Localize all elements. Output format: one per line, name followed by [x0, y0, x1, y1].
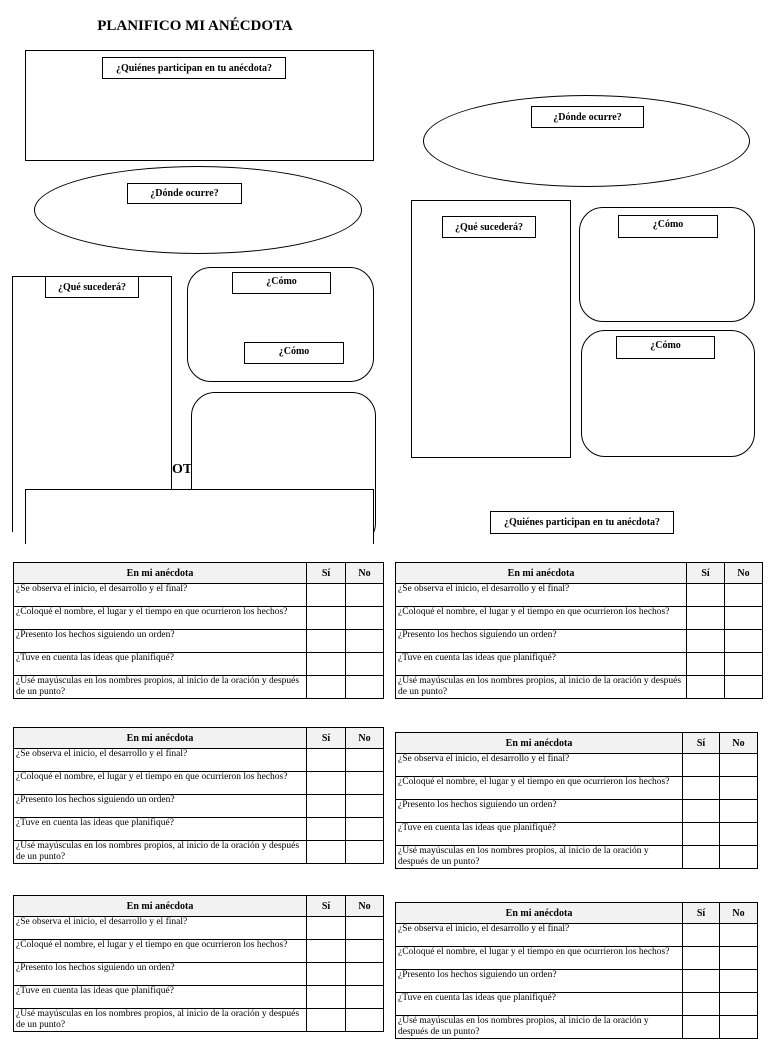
question-cell: ¿Presento los hechos siguiendo un orden? [14, 795, 307, 818]
question-cell: ¿Se observa el inicio, el desarrollo y el final? [396, 754, 683, 777]
no-cell[interactable] [346, 963, 384, 986]
yes-cell[interactable] [307, 1009, 346, 1032]
question-cell: ¿Se observa el inicio, el desarrollo y el final? [14, 917, 307, 940]
question-cell: ¿Coloqué el nombre, el lugar y el tiempo en que ocurrieron los hechos? [14, 940, 307, 963]
yes-cell[interactable] [307, 986, 346, 1009]
col-header-yes: Sí [683, 733, 720, 754]
col-header-yes: Sí [687, 563, 725, 584]
table-row [14, 584, 384, 607]
table-row [14, 653, 384, 676]
col-header-item: En mi anécdota [14, 896, 307, 917]
question-cell: ¿Usé mayúsculas en los nombres propios, al inicio de la oración y después de un punto? [396, 676, 687, 699]
question-cell: ¿Presento los hechos siguiendo un orden? [396, 800, 683, 823]
no-cell[interactable] [720, 800, 758, 823]
where-ellipse [34, 166, 362, 254]
question-cell: ¿Coloqué el nombre, el lugar y el tiempo en que ocurrieron los hechos? [396, 777, 683, 800]
question-cell: ¿Tuve en cuenta las ideas que planifiqué? [396, 653, 687, 676]
yes-cell[interactable] [683, 993, 720, 1016]
question-cell: ¿Tuve en cuenta las ideas que planifiqué? [14, 653, 307, 676]
no-cell[interactable] [346, 630, 384, 653]
table-row [396, 993, 758, 1016]
col-header-yes: Sí [307, 896, 346, 917]
table-row [396, 924, 758, 947]
yes-cell[interactable] [687, 584, 725, 607]
question-cell: ¿Usé mayúsculas en los nombres propios, al inicio de la oración y después de un punto? [14, 1009, 307, 1032]
yes-cell[interactable] [683, 970, 720, 993]
col-header-item: En mi anécdota [396, 733, 683, 754]
question-cell: ¿Se observa el inicio, el desarrollo y el final? [14, 749, 307, 772]
yes-cell[interactable] [683, 846, 720, 869]
table-row [396, 846, 758, 869]
table-row [14, 676, 384, 699]
table-row [396, 607, 763, 630]
no-cell[interactable] [346, 607, 384, 630]
no-cell[interactable] [346, 940, 384, 963]
checklist-table-5 [13, 895, 384, 1032]
table-row [14, 1009, 384, 1032]
table-header-row [396, 563, 763, 584]
table-row [396, 676, 763, 699]
who-label: ¿Quiénes participan en tu anécdota? [102, 57, 286, 79]
table-row [396, 584, 763, 607]
no-cell[interactable] [720, 947, 758, 970]
no-cell[interactable] [720, 823, 758, 846]
yes-cell[interactable] [307, 917, 346, 940]
question-cell: ¿Tuve en cuenta las ideas que planifiqué? [396, 823, 683, 846]
table-row [396, 800, 758, 823]
yes-cell[interactable] [683, 800, 720, 823]
lower-box [25, 489, 374, 549]
question-cell: ¿Se observa el inicio, el desarrollo y el final? [396, 924, 683, 947]
no-cell[interactable] [720, 993, 758, 1016]
col-header-no: No [346, 728, 384, 749]
question-cell: ¿Presento los hechos siguiendo un orden? [396, 970, 683, 993]
table-header-row [14, 563, 384, 584]
no-cell[interactable] [725, 607, 763, 630]
yes-cell[interactable] [687, 630, 725, 653]
col-header-yes: Sí [683, 903, 720, 924]
table-row [14, 795, 384, 818]
yes-cell[interactable] [683, 1016, 720, 1039]
what-label: ¿Qué sucederá? [45, 276, 139, 298]
no-cell[interactable] [725, 584, 763, 607]
yes-cell[interactable] [683, 754, 720, 777]
no-cell[interactable] [346, 986, 384, 1009]
table-header-row [14, 896, 384, 917]
no-cell[interactable] [346, 749, 384, 772]
yes-cell[interactable] [307, 795, 346, 818]
table-row [396, 777, 758, 800]
page-cut [0, 544, 390, 556]
no-cell[interactable] [346, 917, 384, 940]
no-cell[interactable] [720, 846, 758, 869]
yes-cell[interactable] [683, 777, 720, 800]
no-cell[interactable] [720, 754, 758, 777]
where-label: ¿Dónde ocurre? [127, 183, 242, 204]
no-cell[interactable] [725, 676, 763, 699]
table-row [396, 653, 763, 676]
table-header-row [396, 733, 758, 754]
col-header-yes: Sí [307, 728, 346, 749]
col-header-no: No [720, 903, 758, 924]
yes-cell[interactable] [683, 924, 720, 947]
question-cell: ¿Coloqué el nombre, el lugar y el tiempo en que ocurrieron los hechos? [14, 772, 307, 795]
question-cell: ¿Coloqué el nombre, el lugar y el tiempo en que ocurrieron los hechos? [14, 607, 307, 630]
no-cell[interactable] [346, 653, 384, 676]
no-cell[interactable] [346, 676, 384, 699]
col-header-item: En mi anécdota [14, 563, 307, 584]
table-row [14, 963, 384, 986]
yes-cell[interactable] [307, 584, 346, 607]
question-cell: ¿Usé mayúsculas en los nombres propios, al inicio de la oración y después de un punto? [396, 846, 683, 869]
checklist-table-3 [13, 727, 384, 864]
col-header-no: No [720, 733, 758, 754]
table-row [14, 940, 384, 963]
col-header-no: No [346, 896, 384, 917]
table-row [14, 841, 384, 864]
table-row [14, 917, 384, 940]
yes-cell[interactable] [687, 607, 725, 630]
question-cell: ¿Presento los hechos siguiendo un orden? [14, 630, 307, 653]
table-row [396, 754, 758, 777]
table-row [14, 607, 384, 630]
yes-cell[interactable] [307, 818, 346, 841]
question-cell: ¿Tuve en cuenta las ideas que planifiqué? [14, 986, 307, 1009]
checklist-table-6 [395, 902, 758, 1039]
title-fragment: OT [172, 462, 193, 477]
yes-cell[interactable] [307, 653, 346, 676]
col-header-item: En mi anécdota [396, 563, 687, 584]
question-cell: ¿Presento los hechos siguiendo un orden? [14, 963, 307, 986]
yes-cell[interactable] [687, 676, 725, 699]
what-label-right: ¿Qué sucederá? [442, 216, 536, 238]
no-cell[interactable] [725, 630, 763, 653]
no-cell[interactable] [346, 772, 384, 795]
table-row [14, 630, 384, 653]
table-row [14, 818, 384, 841]
question-cell: ¿Se observa el inicio, el desarrollo y el final? [396, 584, 687, 607]
no-cell[interactable] [346, 818, 384, 841]
question-cell: ¿Usé mayúsculas en los nombres propios, al inicio de la oración y después de un punto? [396, 1016, 683, 1039]
table-row [396, 630, 763, 653]
yes-cell[interactable] [307, 772, 346, 795]
col-header-no: No [346, 563, 384, 584]
no-cell[interactable] [720, 777, 758, 800]
table-row [14, 772, 384, 795]
who-label-right: ¿Quiénes participan en tu anécdota? [490, 511, 674, 534]
where-label-right: ¿Dónde ocurre? [531, 106, 644, 128]
yes-cell[interactable] [307, 940, 346, 963]
col-header-item: En mi anécdota [396, 903, 683, 924]
checklist-table-2 [395, 562, 763, 699]
question-cell: ¿Tuve en cuenta las ideas que planifiqué? [396, 993, 683, 1016]
what-box-right [411, 200, 571, 458]
no-cell[interactable] [720, 1016, 758, 1039]
question-cell: ¿Se observa el inicio, el desarrollo y el final? [14, 584, 307, 607]
yes-cell[interactable] [307, 749, 346, 772]
table-header-row [14, 728, 384, 749]
question-cell: ¿Presento los hechos siguiendo un orden? [396, 630, 687, 653]
col-header-no: No [725, 563, 763, 584]
how-label-1: ¿Cómo [232, 272, 331, 294]
no-cell[interactable] [720, 970, 758, 993]
yes-cell[interactable] [307, 676, 346, 699]
yes-cell[interactable] [307, 607, 346, 630]
table-row [396, 970, 758, 993]
table-row [14, 986, 384, 1009]
yes-cell[interactable] [307, 630, 346, 653]
how-label-2: ¿Cómo [244, 342, 344, 364]
table-row [396, 947, 758, 970]
question-cell: ¿Usé mayúsculas en los nombres propios, al inicio de la oración y después de un punto? [14, 676, 307, 699]
table-row [14, 749, 384, 772]
checklist-table-4 [395, 732, 758, 869]
question-cell: ¿Coloqué el nombre, el lugar y el tiempo en que ocurrieron los hechos? [396, 607, 687, 630]
yes-cell[interactable] [683, 947, 720, 970]
no-cell[interactable] [346, 1009, 384, 1032]
page-title: PLANIFICO MI ANÉCDOTA [97, 18, 293, 34]
table-header-row [396, 903, 758, 924]
table-row [396, 1016, 758, 1039]
yes-cell[interactable] [683, 823, 720, 846]
col-header-yes: Sí [307, 563, 346, 584]
no-cell[interactable] [720, 924, 758, 947]
yes-cell[interactable] [307, 963, 346, 986]
yes-cell[interactable] [687, 653, 725, 676]
no-cell[interactable] [346, 584, 384, 607]
question-cell: ¿Coloqué el nombre, el lugar y el tiempo en que ocurrieron los hechos? [396, 947, 683, 970]
yes-cell[interactable] [307, 841, 346, 864]
no-cell[interactable] [346, 795, 384, 818]
col-header-item: En mi anécdota [14, 728, 307, 749]
question-cell: ¿Tuve en cuenta las ideas que planifiqué? [14, 818, 307, 841]
no-cell[interactable] [725, 653, 763, 676]
how-label-right-2: ¿Cómo [616, 336, 715, 359]
checklist-table-1 [13, 562, 384, 699]
question-cell: ¿Usé mayúsculas en los nombres propios, al inicio de la oración y después de un punto? [14, 841, 307, 864]
table-row [396, 823, 758, 846]
how-label-right-1: ¿Cómo [618, 215, 718, 238]
no-cell[interactable] [346, 841, 384, 864]
